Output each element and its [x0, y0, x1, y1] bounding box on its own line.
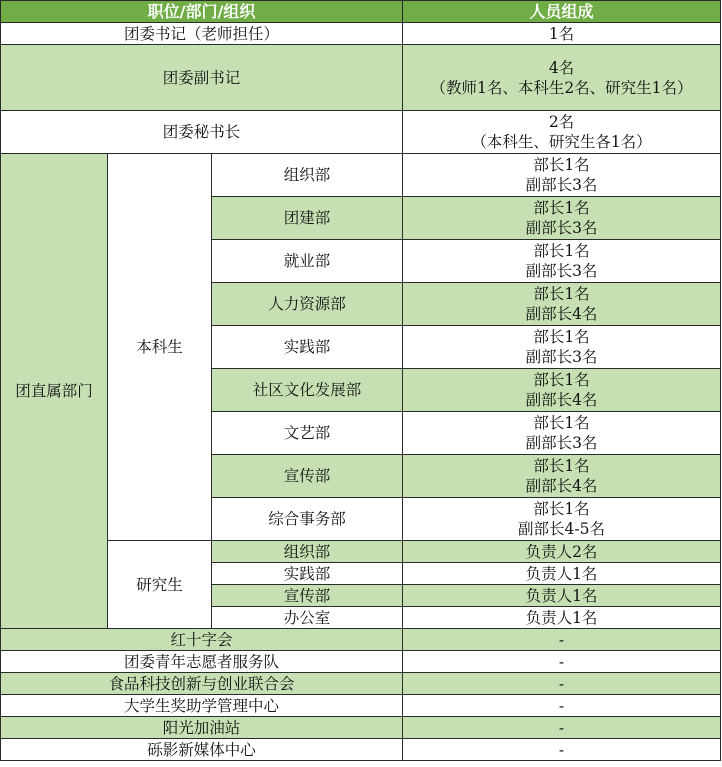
row-deputy-secretary [1, 45, 721, 111]
staff-cell [403, 111, 721, 154]
org-staff: - [403, 673, 721, 695]
org-name: 大学生奖助学管理中心 [1, 695, 403, 717]
head-count: 部长1名 [533, 156, 590, 174]
org-staff: - [403, 739, 721, 761]
org-row [1, 629, 721, 651]
head-count: 部长1名 [533, 457, 590, 475]
direct-departments-label: 团直属部门 [1, 154, 108, 629]
org-row [1, 717, 721, 739]
dept-name: 实践部 [212, 326, 403, 369]
deputy-count: 副部长3名 [525, 434, 598, 452]
row-secretary-general [1, 111, 721, 154]
dept-name: 人力资源部 [212, 283, 403, 326]
grad-dept-row [1, 541, 721, 563]
org-row [1, 673, 721, 695]
deputy-count: 副部长3名 [525, 219, 598, 237]
dept-staff: 负责人1名 [403, 585, 721, 607]
dept-staff [403, 412, 721, 455]
staff-count: 2名 [548, 113, 575, 131]
org-name: 阳光加油站 [1, 717, 403, 739]
dept-name: 组织部 [212, 154, 403, 197]
staff-cell: 1名 [403, 23, 721, 45]
header-position: 职位/部门/组织 [1, 1, 403, 23]
org-row [1, 695, 721, 717]
org-staff: - [403, 717, 721, 739]
dept-name: 团建部 [212, 197, 403, 240]
head-count: 部长1名 [533, 285, 590, 303]
org-name: 食品科技创新与创业联合会 [1, 673, 403, 695]
staff-detail: （教师1名、本科生2名、研究生1名） [430, 78, 693, 97]
dept-name: 文艺部 [212, 412, 403, 455]
dept-staff [403, 326, 721, 369]
head-count: 部长1名 [533, 328, 590, 346]
org-name: 红十字会 [1, 629, 403, 651]
position-cell: 团委秘书长 [1, 111, 403, 154]
org-staff: - [403, 651, 721, 673]
row-secretary [1, 23, 721, 45]
head-count: 部长1名 [533, 199, 590, 217]
header-staff: 人员组成 [403, 1, 721, 23]
org-row [1, 739, 721, 761]
grad-label: 研究生 [108, 541, 212, 629]
org-staff: - [403, 695, 721, 717]
deputy-count: 副部长3名 [525, 176, 598, 194]
dept-name: 社区文化发展部 [212, 369, 403, 412]
dept-name: 就业部 [212, 240, 403, 283]
dept-name: 办公室 [212, 607, 403, 629]
dept-staff [403, 154, 721, 197]
dept-staff [403, 455, 721, 498]
deputy-count: 副部长4名 [525, 305, 598, 323]
dept-name: 宣传部 [212, 455, 403, 498]
org-name: 砾影新媒体中心 [1, 739, 403, 761]
position-cell: 团委副书记 [1, 45, 403, 111]
header-row [1, 1, 721, 23]
deputy-count: 副部长4-5名 [518, 520, 605, 538]
dept-staff: 负责人1名 [403, 563, 721, 585]
org-row [1, 651, 721, 673]
staff-count: 4名 [548, 58, 575, 77]
staff-cell [403, 45, 721, 111]
dept-staff [403, 197, 721, 240]
head-count: 部长1名 [533, 500, 590, 518]
dept-staff [403, 240, 721, 283]
dept-staff: 负责人1名 [403, 607, 721, 629]
head-count: 部长1名 [533, 242, 590, 260]
head-count: 部长1名 [533, 371, 590, 389]
dept-staff [403, 498, 721, 541]
head-count: 部长1名 [533, 414, 590, 432]
dept-name: 组织部 [212, 541, 403, 563]
deputy-count: 副部长4名 [525, 477, 598, 495]
dept-name: 实践部 [212, 563, 403, 585]
deputy-count: 副部长3名 [525, 262, 598, 280]
dept-staff [403, 369, 721, 412]
dept-name: 综合事务部 [212, 498, 403, 541]
undergrad-label: 本科生 [108, 154, 212, 541]
deputy-count: 副部长3名 [525, 348, 598, 366]
deputy-count: 副部长4名 [525, 391, 598, 409]
dept-staff [403, 283, 721, 326]
dept-name: 宣传部 [212, 585, 403, 607]
org-name: 团委青年志愿者服务队 [1, 651, 403, 673]
position-cell: 团委书记（老师担任） [1, 23, 403, 45]
staff-detail: （本科生、研究生各1名） [471, 133, 652, 151]
org-staff: - [403, 629, 721, 651]
dept-row [1, 154, 721, 197]
dept-staff: 负责人2名 [403, 541, 721, 563]
